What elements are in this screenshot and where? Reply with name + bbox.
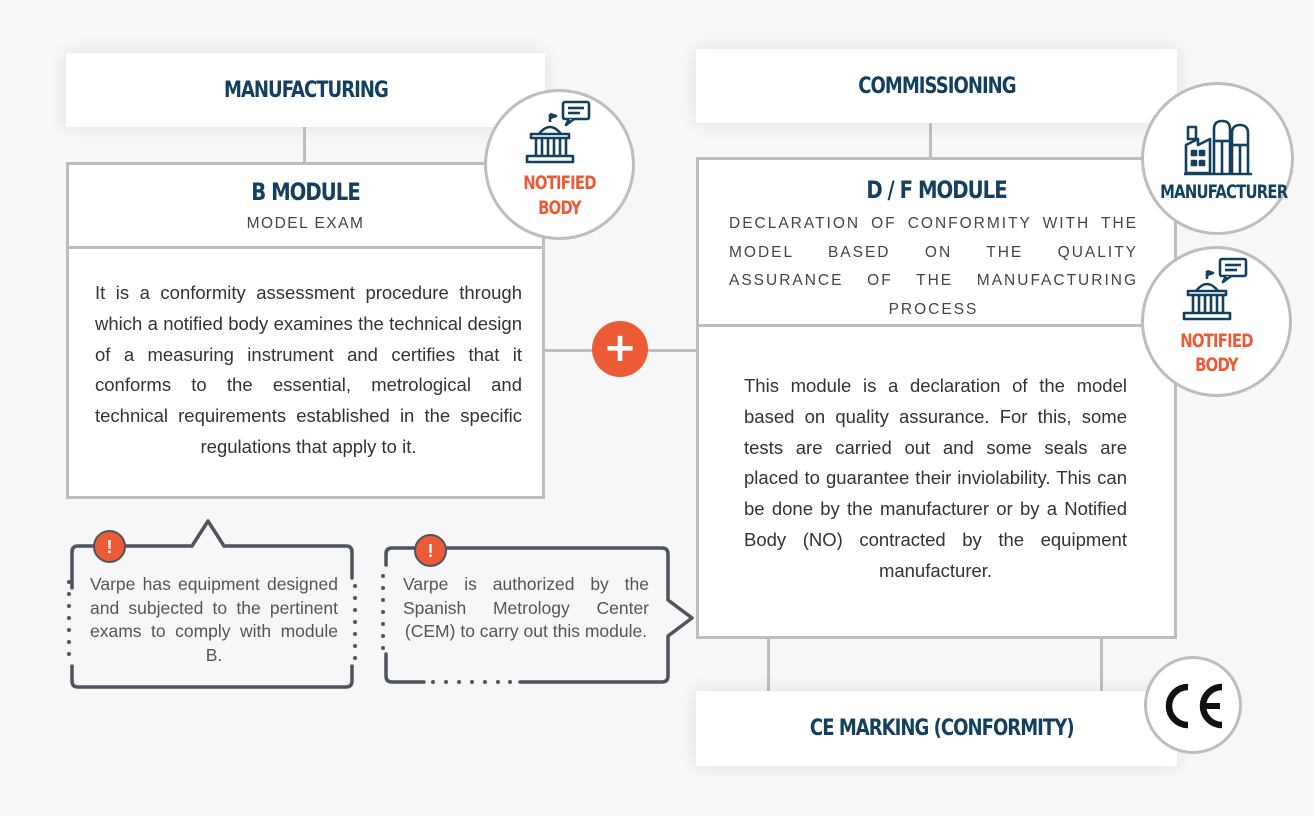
commissioning-header <box>696 49 1177 123</box>
df-module-title: D / F MODULE <box>866 176 1007 204</box>
warning-icon <box>414 534 447 567</box>
factory-icon <box>1184 117 1254 177</box>
warning-icon <box>93 530 126 563</box>
plus-connector <box>592 321 648 377</box>
ce-marking-header <box>696 691 1177 766</box>
b-module-description: It is a conformity assessment procedure through which a notified body examines the technical design of a measuring instrument and certifies that it conforms to the essential, metrological and technical requirements established in the specific regulations that apply to it. <box>95 282 522 457</box>
badge-label-line2: BODY <box>1195 354 1238 376</box>
manufacturer-label: MANUFACTURER <box>1160 181 1288 203</box>
df-module-description: This module is a declaration of the model based on quality assurance. For this, some tests are carried out and some seals are placed to guarantee their inviolability. This can be done by the manufacturer or by a Notified Body (NO) contracted by the equipment manufacturer. <box>744 375 1127 581</box>
b-module-title: B MODULE <box>251 178 360 206</box>
connector-line <box>767 639 770 691</box>
df-module-subtitle: DECLARATION OF CONFORMITY WITH THE MODEL BASED ON THE QUALITY ASSURANCE OF THE MANUFACTURING PROCESS <box>729 215 1138 318</box>
notified-body-badge <box>484 89 635 240</box>
callout-text: Varpe is authorized by the Spanish Metrology Center (CEM) to carry out this module. <box>403 574 649 642</box>
badge-label-line1: NOTIFIED <box>1180 330 1253 352</box>
df-module-box <box>696 157 1177 639</box>
connector-line <box>929 123 932 158</box>
notified-body-icon <box>525 100 595 170</box>
divider <box>699 324 1174 327</box>
badge-label-line1: NOTIFIED <box>523 172 596 194</box>
manufacturing-header-label: MANUFACTURING <box>223 77 388 103</box>
manufacturer-badge <box>1141 82 1294 235</box>
notified-body-icon <box>1182 257 1252 327</box>
callout-text: Varpe has equipment designed and subjected to the pertinent exams to comply with module B. <box>90 574 338 665</box>
ce-logo-badge <box>1144 656 1242 754</box>
connector-line <box>303 127 306 163</box>
ce-marking-label: CE MARKING (CONFORMITY) <box>809 716 1074 741</box>
b-module-box <box>66 162 545 499</box>
divider <box>69 246 542 249</box>
manufacturing-header <box>66 53 545 127</box>
plus-icon: + <box>603 324 637 371</box>
b-module-subtitle: MODEL EXAM <box>246 215 365 232</box>
badge-label-line2: BODY <box>538 197 581 219</box>
commissioning-header-label: COMMISSIONING <box>857 73 1016 99</box>
warning-symbol: ! <box>106 536 113 557</box>
connector-line <box>1100 639 1103 691</box>
notified-body-badge <box>1141 246 1292 397</box>
warning-symbol: ! <box>427 540 434 561</box>
ce-logo <box>1158 681 1228 731</box>
